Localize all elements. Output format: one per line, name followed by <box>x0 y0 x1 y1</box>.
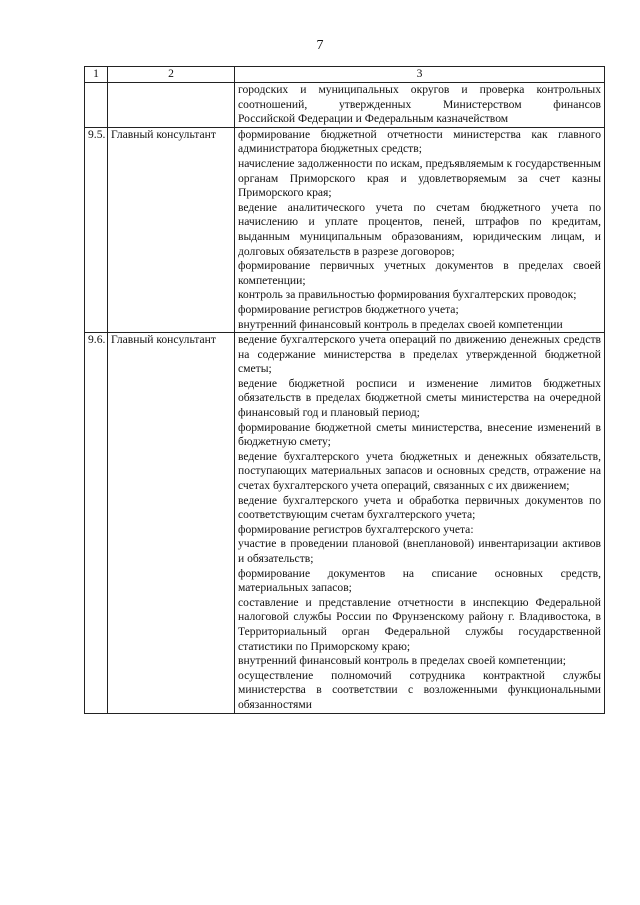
continuation-line: городских и муниципальных округов и проверка контрольных <box>238 83 601 96</box>
table-row <box>85 127 605 332</box>
duty-item: контроль за правильностью формирования бухгалтерских проводок; <box>238 288 577 302</box>
duty-item: внутренний финансовый контроль в пределах своей компетенции <box>238 317 563 331</box>
duty-item: формирование бюджетной отчетности министерства как главного администратора бюджетных средств; <box>238 127 601 156</box>
continuation-line: соотношений, утвержденных Министерством финансов <box>238 97 601 111</box>
duty-item: формирование бюджетной сметы министерства, внесение изменений в бюджетную смету; <box>238 420 601 449</box>
row-number: 9.6. <box>85 333 108 713</box>
header-col-2: 2 <box>108 67 235 83</box>
duty-item: формирование регистров бухгалтерского учета: <box>238 522 474 536</box>
duty-item: начисление задолженности по искам, предъявляемым к государственным органам Приморского края и удовлетворяемым за счет казны Приморского края; <box>238 156 601 200</box>
position-title: Главный консультант <box>108 333 235 713</box>
duty-item: формирование первичных учетных документов в пределах своей компетенции; <box>238 259 601 287</box>
header-col-3: 3 <box>235 67 605 83</box>
duties-cell <box>235 333 605 713</box>
duty-item: внутренний финансовый контроль в пределах своей компетенции; <box>238 654 566 668</box>
duties-table <box>84 66 605 714</box>
continuation-line: Российской Федерации и Федеральным казначейством <box>238 112 509 126</box>
position-title: Главный консультант <box>108 127 235 332</box>
continuation-role-cell <box>108 83 235 128</box>
continuation-number-cell <box>85 83 108 128</box>
duty-item: формирование документов на списание основных средств, материальных запасов; <box>238 566 601 595</box>
table-header-row <box>85 67 605 83</box>
duty-item: ведение бухгалтерского учета и обработка первичных документов по соответствующим счетам бухгалтерского учета; <box>238 493 601 522</box>
duty-item: ведение бухгалтерского учета операций по движению денежных средств на содержание министерства в пределах утвержденной бюджетной сметы; <box>238 333 601 376</box>
duty-item: составление и представление отчетности в инспекцию Федеральной налоговой службы России по Фрунзенскому району г. Владивостока, в Территориальный орган Федеральной службы государственной статистики по Приморскому краю; <box>238 595 601 653</box>
page-number: 7 <box>316 38 324 53</box>
duty-item: ведение бухгалтерского учета бюджетных и денежных обязательств, поступающих материальных запасов и основных средств, отражение на счетах бухгалтерского учета операций, связанных с их движением; <box>238 449 601 493</box>
continuation-text-cell <box>235 83 605 128</box>
header-col-1: 1 <box>85 67 108 83</box>
duties-cell <box>235 127 605 332</box>
duty-item: участие в проведении плановой (внеплановой) инвентаризации активов и обязательств; <box>238 537 601 565</box>
row-number: 9.5. <box>85 127 108 332</box>
duty-item: формирование регистров бюджетного учета; <box>238 302 459 316</box>
duty-item: осуществление полномочий сотрудника контрактной службы министерства в соответствии с возложенными функциональными обязанностями <box>238 668 601 711</box>
continuation-row <box>85 83 605 128</box>
duty-item: ведение аналитического учета по счетам бюджетного учета по начислению и уплате процентов, пеней, штрафов по кредитам, выданным муниципальным образованиям, юридическим лицам, и долговых обязательств в разрезе договоров; <box>238 200 601 258</box>
table-row <box>85 333 605 713</box>
duty-item: ведение бюджетной росписи и изменение лимитов бюджетных обязательств в пределах бюджетной сметы министерства на очередной финансовый год и плановый период; <box>238 376 601 420</box>
